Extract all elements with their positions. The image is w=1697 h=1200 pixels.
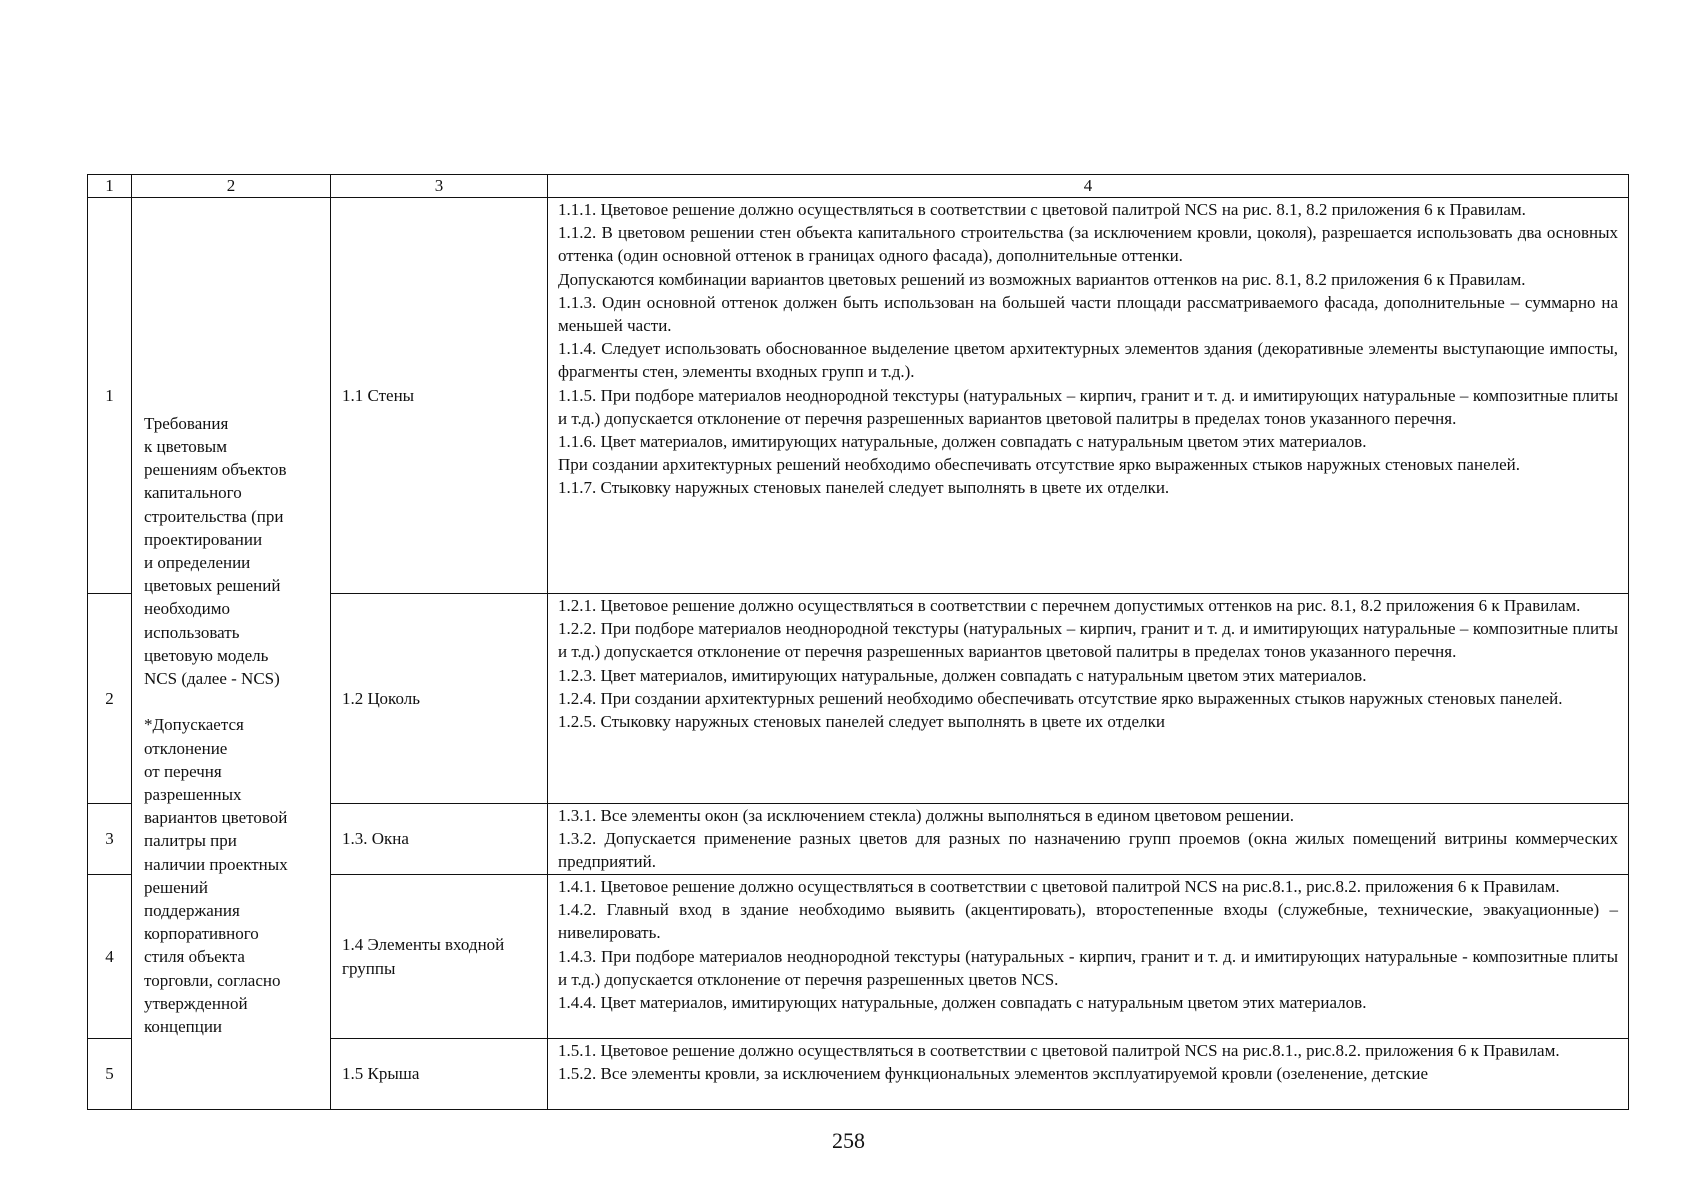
page-number: 258 — [832, 1128, 865, 1153]
requirement-paragraph: 1.5.1. Цветовое решение должно осуществляться в соответствии с цветовой палитрой NCS на рис.8.1., рис.8.2. приложения 6 к Правилам. — [558, 1041, 1560, 1060]
requirement-paragraph: 1.2.5. Стыковку наружных стеновых панелей следует выполнять в цвете их отделки — [558, 712, 1165, 732]
requirement-line: концепции — [144, 1016, 223, 1036]
requirement-line: необходимо — [144, 599, 231, 619]
header-cell-1: 1 — [88, 175, 132, 198]
row-number: 2 — [88, 594, 132, 804]
requirement-paragraph: 1.2.2. При подборе материалов неоднородной текстуры (натуральных – кирпич, гранит и т. д. и имитирующих натуральные – композитные плиты и т.д.) допускается отклонение от перечня разрешенных вариантов цветовой палитры в пределах тонов указанного перечня. — [558, 619, 1618, 662]
row-number: 5 — [88, 1039, 132, 1110]
requirement-paragraph: 1.4.4. Цвет материалов, имитирующих натуральные, должен совпадать с натуральным цветом этих материалов. — [558, 993, 1367, 1013]
requirement-paragraph: 1.1.1. Цветовое решение должно осуществляться в соответствии с цветовой палитрой NCS на рис. 8.1, 8.2 приложения 6 к Правилам. — [558, 200, 1526, 219]
header-cell-2: 2 — [132, 175, 331, 198]
requirement-paragraph: При создании архитектурных решений необходимо обеспечивать отсутствие ярко выраженных стыков наружных стеновых панелей. — [558, 455, 1520, 475]
requirement-line: стиля объекта — [144, 947, 245, 967]
requirement-line: решений — [144, 877, 208, 897]
building-element: 1.2 Цоколь — [331, 594, 548, 804]
requirement-text — [548, 875, 1629, 1039]
requirement-paragraph: 1.5.2. Все элементы кровли, за исключением функциональных элементов эксплуатируемой кровли (озеленение, детские — [558, 1064, 1429, 1084]
requirement-line: использовать — [144, 622, 240, 642]
requirement-paragraph: 1.1.2. В цветовом решении стен объекта капитального строительства (за исключением кровли, цоколя), разрешается использовать два основных оттенка (один основной оттенок в границах одного фасада), дополнительные оттенки. — [558, 223, 1618, 266]
requirement-paragraph: 1.2.1. Цветовое решение должно осуществляться в соответствии с перечнем допустимых оттенков на рис. 8.1, 8.2 приложения 6 к Правилам. — [558, 596, 1581, 615]
header-cell-4: 4 — [548, 175, 1629, 198]
requirement-line: строительства (при — [144, 506, 284, 526]
requirement-paragraph: 1.1.3. Один основной оттенок должен быть использован на большей части площади рассматриваемого фасада, дополнительные – суммарно на меньшей части. — [558, 292, 1618, 336]
building-element: 1.4 Элементы входной группы — [331, 875, 548, 1039]
requirement-paragraph: 1.1.7. Стыковку наружных стеновых панелей следует выполнять в цвете их отделки. — [558, 478, 1170, 498]
requirement-paragraph: 1.2.4. При создании архитектурных решений необходимо обеспечивать отсутствие ярко выраженных стыков наружных стеновых панелей. — [558, 688, 1563, 708]
requirement-line: NCS (далее - NCS) — [144, 669, 280, 689]
requirement-text — [548, 594, 1629, 804]
requirement-line: вариантов цветовой — [144, 808, 288, 828]
requirement-line: и определении — [144, 553, 251, 573]
requirement-text — [548, 804, 1629, 875]
requirement-paragraph: 1.3.1. Все элементы окон (за исключением стекла) должны выполняться в едином цветовом решении. — [558, 806, 1294, 825]
row-number: 3 — [88, 804, 132, 875]
requirement-text — [548, 1039, 1629, 1110]
requirement-line: утвержденной — [144, 993, 248, 1013]
requirement-line: решениям объектов — [144, 460, 287, 480]
requirement-line: наличии проектных — [144, 854, 288, 874]
requirement-line: проектировании — [144, 529, 263, 549]
requirement-line: цветовую модель — [144, 645, 269, 665]
requirement-paragraph: 1.4.1. Цветовое решение должно осуществляться в соответствии с цветовой палитрой NCS на рис.8.1., рис.8.2. приложения 6 к Правилам. — [558, 877, 1560, 896]
requirement-line: торговли, согласно — [144, 970, 281, 990]
requirement-line: *Допускается — [144, 715, 244, 735]
requirement-line: цветовых решений — [144, 576, 281, 596]
row-number: 1 — [88, 198, 132, 594]
requirement-line: Требования — [144, 413, 229, 433]
building-element: 1.1 Стены — [331, 198, 548, 594]
requirement-paragraph: 1.3.2. Допускается применение разных цветов для разных по назначению групп проемов (окна жилых помещений витрины коммерческих предприятий. — [558, 829, 1618, 872]
requirement-text — [548, 198, 1629, 594]
requirement-line: к цветовым — [144, 437, 227, 457]
requirement-paragraph: 1.4.3. При подборе материалов неоднородной текстуры (натуральных - кирпич, гранит и т. д. и имитирующих натуральные - композитные плиты и т.д.) допускается отклонение от перечня разрешенных цветов NCS. — [558, 946, 1618, 989]
header-row — [88, 175, 1629, 198]
requirement-line: капитального — [144, 483, 242, 503]
row-number: 4 — [88, 875, 132, 1039]
requirement-line: поддержания — [144, 900, 240, 920]
requirement-line: корпоративного — [144, 924, 259, 944]
requirement-paragraph: 1.2.3. Цвет материалов, имитирующих натуральные, должен совпадать с натуральным цветом этих материалов. — [558, 665, 1367, 685]
requirement-paragraph: 1.1.5. При подборе материалов неоднородной текстуры (натуральных – кирпич, гранит и т. д. и имитирующих натуральные – композитные плиты и т.д.) допускается отклонение от перечня разрешенных вариантов цветовой палитры в пределах тонов указанного перечня. — [558, 385, 1618, 428]
building-element: 1.5 Крыша — [331, 1039, 548, 1110]
requirement-line: отклонение — [144, 738, 228, 758]
header-cell-3: 3 — [331, 175, 548, 198]
table-row — [88, 198, 1629, 594]
requirement-line: палитры при — [144, 831, 237, 851]
requirement-line: разрешенных — [144, 784, 242, 804]
spacer — [144, 690, 320, 713]
requirement-paragraph: 1.1.6. Цвет материалов, имитирующих натуральные, должен совпадать с натуральным цветом этих материалов. — [558, 432, 1367, 452]
requirement-paragraph: 1.1.4. Следует использовать обоснованное выделение цветом архитектурных элементов здания (декоративные элементы выступающие импосты, фрагменты стен, элементы входных групп и т.д.). — [558, 339, 1618, 382]
requirement-paragraph: 1.4.2. Главный вход в здание необходимо выявить (акцентировать), второстепенные входы (служебные, технические, эвакуационные) – нивелировать. — [558, 900, 1618, 943]
requirement-line: от перечня — [144, 761, 222, 781]
requirements-table — [87, 174, 1629, 1110]
requirement-description — [132, 198, 331, 1110]
building-element: 1.3. Окна — [331, 804, 548, 875]
requirement-paragraph: Допускаются комбинации вариантов цветовых решений из возможных вариантов оттенков на рис. 8.1, 8.2 приложения 6 к Правилам. — [558, 269, 1526, 289]
